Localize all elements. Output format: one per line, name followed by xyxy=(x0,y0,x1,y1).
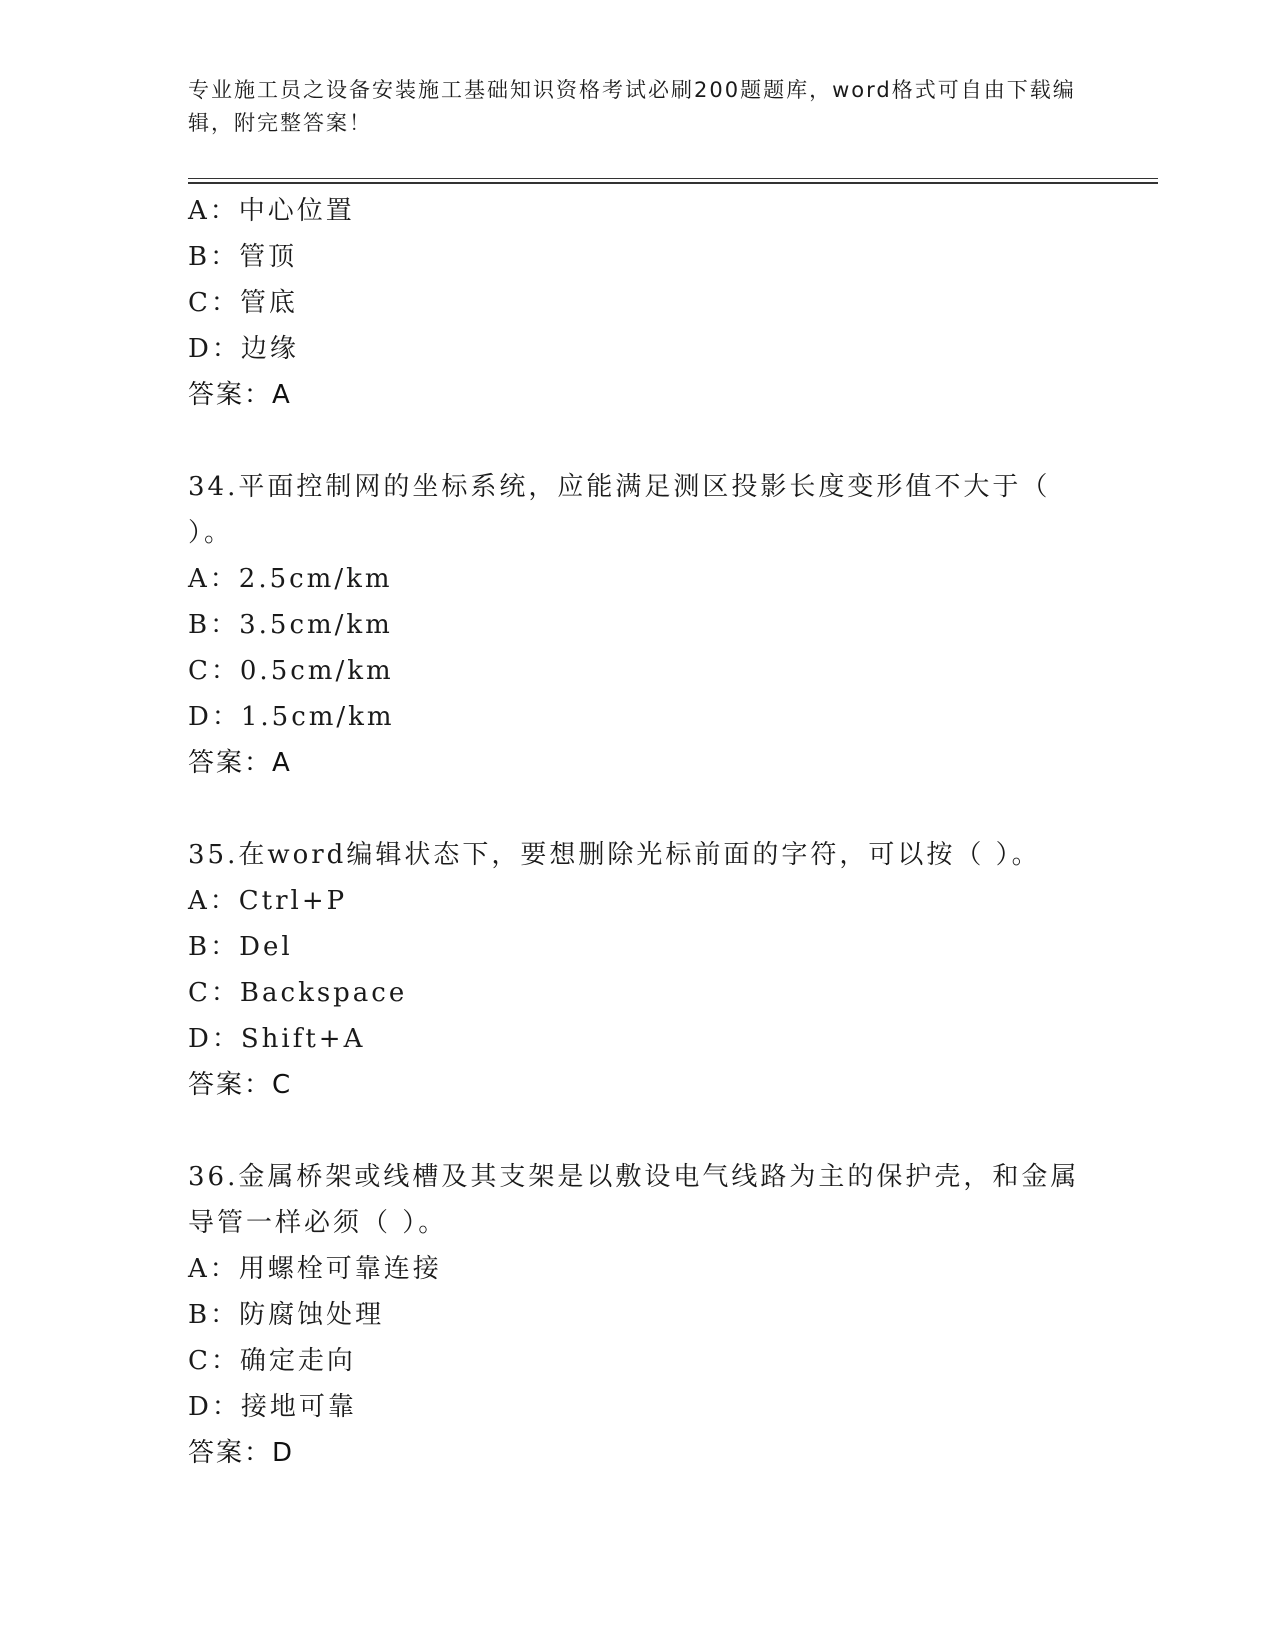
question-34 xyxy=(188,464,1088,786)
question-list xyxy=(188,188,1088,1476)
option-d: D：接地可靠 xyxy=(188,1392,357,1422)
question-text: 36.金属桥架或线槽及其支架是以敷设电气线路为主的保护壳，和金属 导管一样必须（ ）。 xyxy=(188,1162,1080,1238)
question-text: 34.平面控制网的坐标系统，应能满足测区投影长度变形值不大于（ ）。 xyxy=(188,472,1051,548)
option-c: C：0.5cm/km xyxy=(188,656,394,686)
answer-line: 答案：D xyxy=(188,1438,295,1468)
option-d: D：1.5cm/km xyxy=(188,702,395,732)
answer-line: 答案：A xyxy=(188,380,292,410)
option-d: D：边缘 xyxy=(188,334,299,364)
option-d: D：Shift+A xyxy=(188,1024,366,1054)
option-c: C：管底 xyxy=(188,288,298,318)
option-b: B：管顶 xyxy=(188,242,298,272)
question-36 xyxy=(188,1154,1088,1476)
question-text: 35.在word编辑状态下，要想删除光标前面的字符，可以按（ ）。 xyxy=(188,840,1041,870)
option-a: A：Ctrl+P xyxy=(188,886,348,916)
option-a: A：2.5cm/km xyxy=(188,564,393,594)
option-c: C：Backspace xyxy=(188,978,408,1008)
header-divider-thin xyxy=(188,178,1158,179)
document-header: 专业施工员之设备安装施工基础知识资格考试必刷200题题库，word格式可自由下载编辑，附完整答案！ xyxy=(188,78,1076,135)
question-33 xyxy=(188,188,1088,418)
option-c: C：确定走向 xyxy=(188,1346,356,1376)
option-b: B：防腐蚀处理 xyxy=(188,1300,385,1330)
option-b: B：Del xyxy=(188,932,293,962)
answer-line: 答案：C xyxy=(188,1070,293,1100)
header-divider-thick xyxy=(188,182,1158,184)
answer-line: 答案：A xyxy=(188,748,292,778)
option-a: A：中心位置 xyxy=(188,196,355,226)
question-35 xyxy=(188,832,1088,1108)
option-b: B：3.5cm/km xyxy=(188,610,393,640)
option-a: A：用螺栓可靠连接 xyxy=(188,1254,442,1284)
